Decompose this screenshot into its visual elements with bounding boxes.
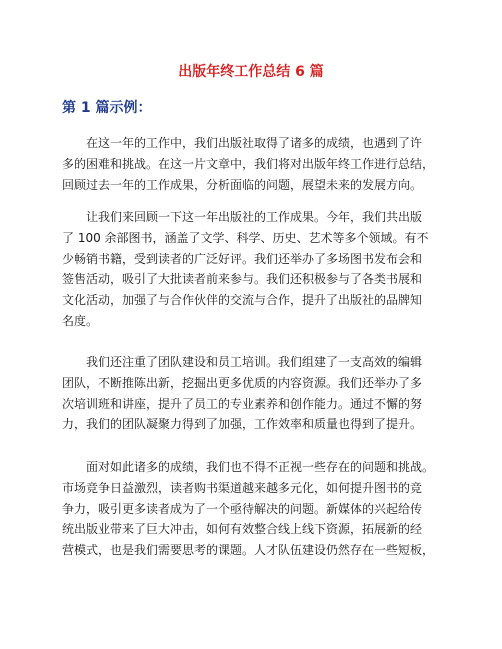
paragraph-line: 次培训班和讲座，提升了员工的专业素养和创作能力。通过不懈的努: [62, 396, 423, 411]
paragraph-line: 统出版业带来了巨大冲击，如何有效整合线上线下资源，拓展新的经: [62, 522, 423, 537]
paragraph-3: [62, 352, 454, 435]
paragraph-line: 面对如此诸多的成绩，我们也不得不正视一些存在的问题和挑战。: [86, 460, 435, 474]
paragraph-line: 少畅销书籍，受到读者的广泛好评。我们还举办了多场图书发布会和: [62, 251, 423, 266]
paragraph-2: [62, 207, 454, 332]
paragraph-4: [62, 457, 454, 561]
paragraph-line: 签售活动，吸引了大批读者前来参与。我们还积极参与了各类书展和: [62, 272, 423, 287]
paragraph-line: 多的困难和挑战。在这一片文章中，我们将对出版年终工作进行总结，: [62, 156, 435, 171]
paragraph-1: [62, 133, 454, 195]
paragraph-line: 争力，吸引更多读者成为了一个亟待解决的问题。新媒体的兴起给传: [62, 501, 423, 516]
paragraph-line: 名度。: [62, 313, 99, 328]
document-title: 出版年终工作总结 6 篇: [178, 64, 324, 80]
paragraph-line: 市场竞争日益激烈，读者购书渠道越来越多元化，如何提升图书的竞: [62, 480, 423, 495]
paragraph-line: 营模式，也是我们需要思考的课题。人才队伍建设仍然存在一些短板，: [62, 543, 435, 558]
paragraph-line: 了 100 余部图书，涵盖了文学、科学、历史、艺术等多个领域。有不: [62, 230, 429, 245]
paragraph-line: 回顾过去一年的工作成果，分析面临的问题，展望未来的发展方向。: [62, 177, 423, 192]
section-heading: 第 1 篇示例：: [62, 100, 152, 116]
paragraph-line: 团队，不断推陈出新，挖掘出更多优质的内容资源。我们还举办了多: [62, 375, 423, 390]
paragraph-line: 让我们来回顾一下这一年出版社的工作成果。今年，我们共出版: [86, 210, 423, 224]
paragraph-line: 在这一年的工作中，我们出版社取得了诸多的成绩，也遇到了许: [86, 136, 423, 150]
paragraph-line: 我们还注重了团队建设和员工培训。我们组建了一支高效的编辑: [86, 355, 423, 369]
paragraph-line: 文化活动，加强了与合作伙伴的交流与合作，提升了出版社的品牌知: [62, 293, 423, 308]
paragraph-line: 力，我们的团队凝聚力得到了加强，工作效率和质量也得到了提升。: [62, 417, 423, 432]
